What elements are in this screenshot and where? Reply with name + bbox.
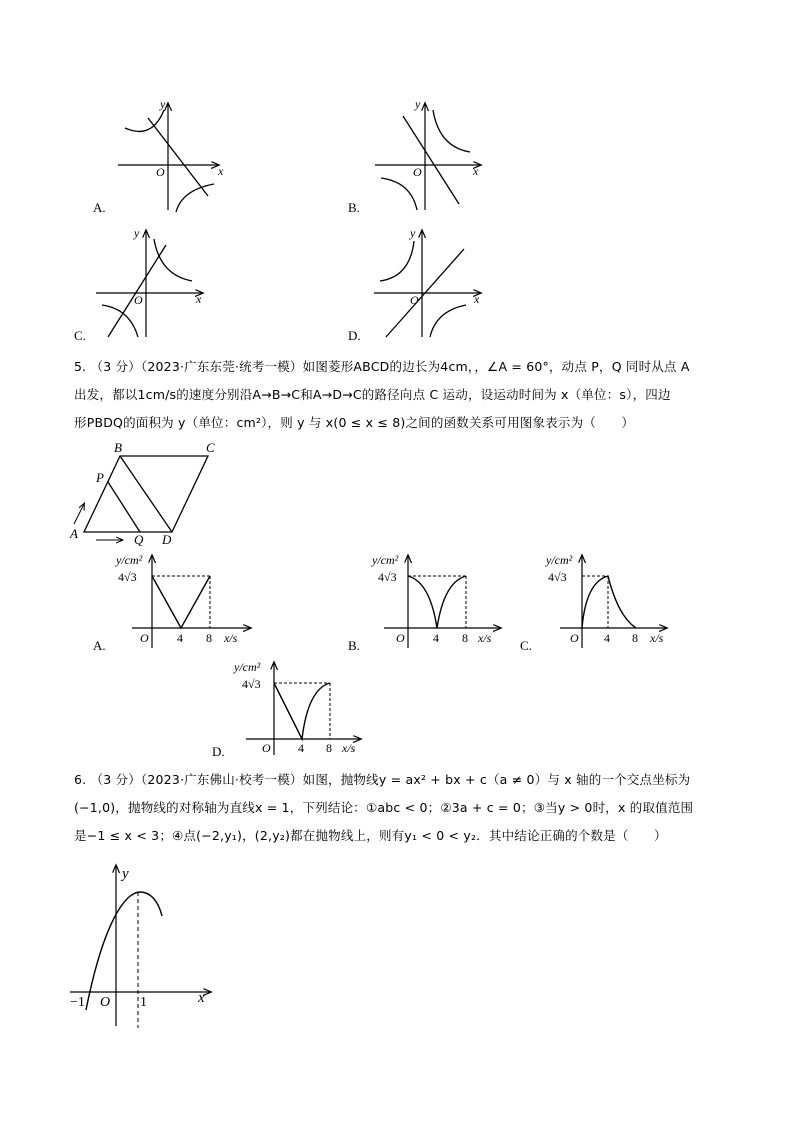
q5-line-3: 形PBDQ的面积为 y（单位：cm²），则 y 与 x(0 ≤ x ≤ 8)之间的函数关系可用图象表示为（ ） <box>74 415 635 430</box>
q6-question-text <box>74 766 714 850</box>
x-unit-label: x/s <box>478 631 492 645</box>
segment-bd <box>120 456 172 532</box>
q5-graph-c <box>540 548 690 648</box>
y-label: y <box>415 97 421 111</box>
origin-label: O <box>570 631 579 645</box>
q4-graph-b <box>365 92 515 217</box>
origin-label: O <box>134 293 143 307</box>
y-unit-label: y/cm² <box>546 553 573 567</box>
q4-graph-d-svg <box>368 225 518 345</box>
tick-4: 4 <box>604 631 610 645</box>
x-unit-label: x/s <box>342 741 356 755</box>
line <box>148 118 208 196</box>
y-value-label: 4√3 <box>242 677 261 691</box>
q5-graph-b-svg <box>368 548 518 648</box>
label-a: A <box>70 526 78 541</box>
origin-label: O <box>396 631 405 645</box>
q6-line-2: (−1,0)，抛物线的对称轴为直线x = 1，下列结论：①abc < 0；②3a + c = 0；③当y > 0时，x 的取值范围 <box>74 800 694 815</box>
hyperbola-lower-right <box>430 305 466 337</box>
x-label: x <box>196 292 202 306</box>
y-value-label: 4√3 <box>378 570 397 584</box>
hyperbola-lower-left <box>381 178 417 210</box>
line <box>108 245 166 337</box>
y-label: y <box>410 226 416 240</box>
label-q: Q <box>134 532 144 547</box>
q5-line-2: 出发，都以1cm/s的速度分别沿A→B→C和A→D→C的路径向点 C 运动，设运动时间为 x（单位：s），四边 <box>74 387 671 402</box>
q4-graph-b-svg <box>365 92 515 217</box>
q5-line-1: 5. （3 分）（2023·广东东莞·统考一模）如图菱形ABCD的边长为4cm，，∠A = 60°，动点 P，Q 同时从点 A <box>74 359 690 374</box>
y-label: y <box>160 97 166 111</box>
graph-curve <box>582 576 636 628</box>
tick-4: 4 <box>177 631 183 645</box>
label-p: P <box>96 470 104 485</box>
q5-graph-b <box>368 548 518 648</box>
q5-graph-a-svg <box>112 548 262 648</box>
tick-8: 8 <box>462 631 468 645</box>
label-d: D <box>162 532 172 547</box>
tick-4: 4 <box>298 741 304 755</box>
x-label: x <box>198 990 205 1006</box>
q5-graph-c-svg <box>540 548 690 648</box>
q6-parabola-svg <box>64 860 224 1030</box>
q5-option-a-label[interactable]: A. <box>93 638 106 653</box>
neg-one-label: −1 <box>70 995 85 1010</box>
q5-option-d-label[interactable]: D. <box>212 744 225 759</box>
tick-8: 8 <box>206 631 212 645</box>
graph-curve <box>274 683 330 739</box>
hyperbola-upper-right <box>154 239 192 281</box>
q5-graph-d-svg <box>226 655 376 755</box>
hyperbola-upper-right <box>433 110 470 152</box>
q5-graph-a <box>112 548 262 648</box>
q4-option-b-label[interactable]: B. <box>348 200 360 215</box>
y-unit-label: y/cm² <box>372 553 399 567</box>
x-unit-label: x/s <box>650 631 664 645</box>
q4-graph-d <box>368 225 518 345</box>
x-unit-label: x/s <box>224 631 238 645</box>
q4-graph-c <box>90 225 240 345</box>
y-value-label: 4√3 <box>118 570 137 584</box>
origin-label: O <box>410 293 419 307</box>
q5-option-b-label[interactable]: B. <box>348 638 360 653</box>
q4-option-c-label[interactable]: C. <box>74 328 86 343</box>
q5-rhombus-figure <box>66 440 236 550</box>
x-label: x <box>474 292 480 306</box>
q5-question-text <box>74 353 714 437</box>
origin-label: O <box>156 165 165 179</box>
y-label: y <box>134 226 140 240</box>
line <box>403 116 459 204</box>
q6-parabola-figure <box>64 860 224 1030</box>
q5-graph-d <box>226 655 376 755</box>
q4-graph-a-svg <box>90 92 240 217</box>
q4-option-d-label[interactable]: D. <box>348 328 361 343</box>
y-value-label: 4√3 <box>548 570 567 584</box>
segment-pq <box>108 482 140 532</box>
origin-label: O <box>100 995 111 1010</box>
y-unit-label: y/cm² <box>116 553 143 567</box>
q4-graph-c-svg <box>90 225 240 345</box>
label-b: B <box>114 440 122 455</box>
q4-graph-a <box>90 92 240 217</box>
graph-curve <box>152 576 210 628</box>
tick-8: 8 <box>326 741 332 755</box>
hyperbola-upper-left <box>380 241 414 281</box>
q5-option-c-label[interactable]: C. <box>520 638 532 653</box>
y-unit-label: y/cm² <box>234 660 261 674</box>
label-c: C <box>206 440 215 455</box>
graph-curve <box>408 576 466 628</box>
arrow-along-ab <box>74 504 84 524</box>
q6-line-1: 6. （3 分）（2023·广东佛山·校考一模）如图，抛物线y = ax² + bx + c（a ≠ 0）与 x 轴的一个交点坐标为 <box>74 772 691 787</box>
q6-line-3: 是−1 ≤ x < 3；④点(−2,y₁)，(2,y₂)都在抛物线上，则有y₁ < 0 < y₂．其中结论正确的个数是（ ） <box>74 828 667 843</box>
y-label: y <box>122 866 129 882</box>
origin-label: O <box>262 741 271 755</box>
one-label: 1 <box>140 995 147 1010</box>
hyperbola-lower-right <box>176 184 214 212</box>
x-label: x <box>218 164 224 178</box>
x-label: x <box>473 164 479 178</box>
hyperbola-upper-left <box>125 110 164 131</box>
hyperbola-lower-left <box>102 305 138 337</box>
origin-label: O <box>413 165 422 179</box>
q4-option-a-label[interactable]: A. <box>93 200 106 215</box>
tick-8: 8 <box>632 631 638 645</box>
tick-4: 4 <box>433 631 439 645</box>
origin-label: O <box>140 631 149 645</box>
q5-rhombus-svg <box>66 440 236 550</box>
